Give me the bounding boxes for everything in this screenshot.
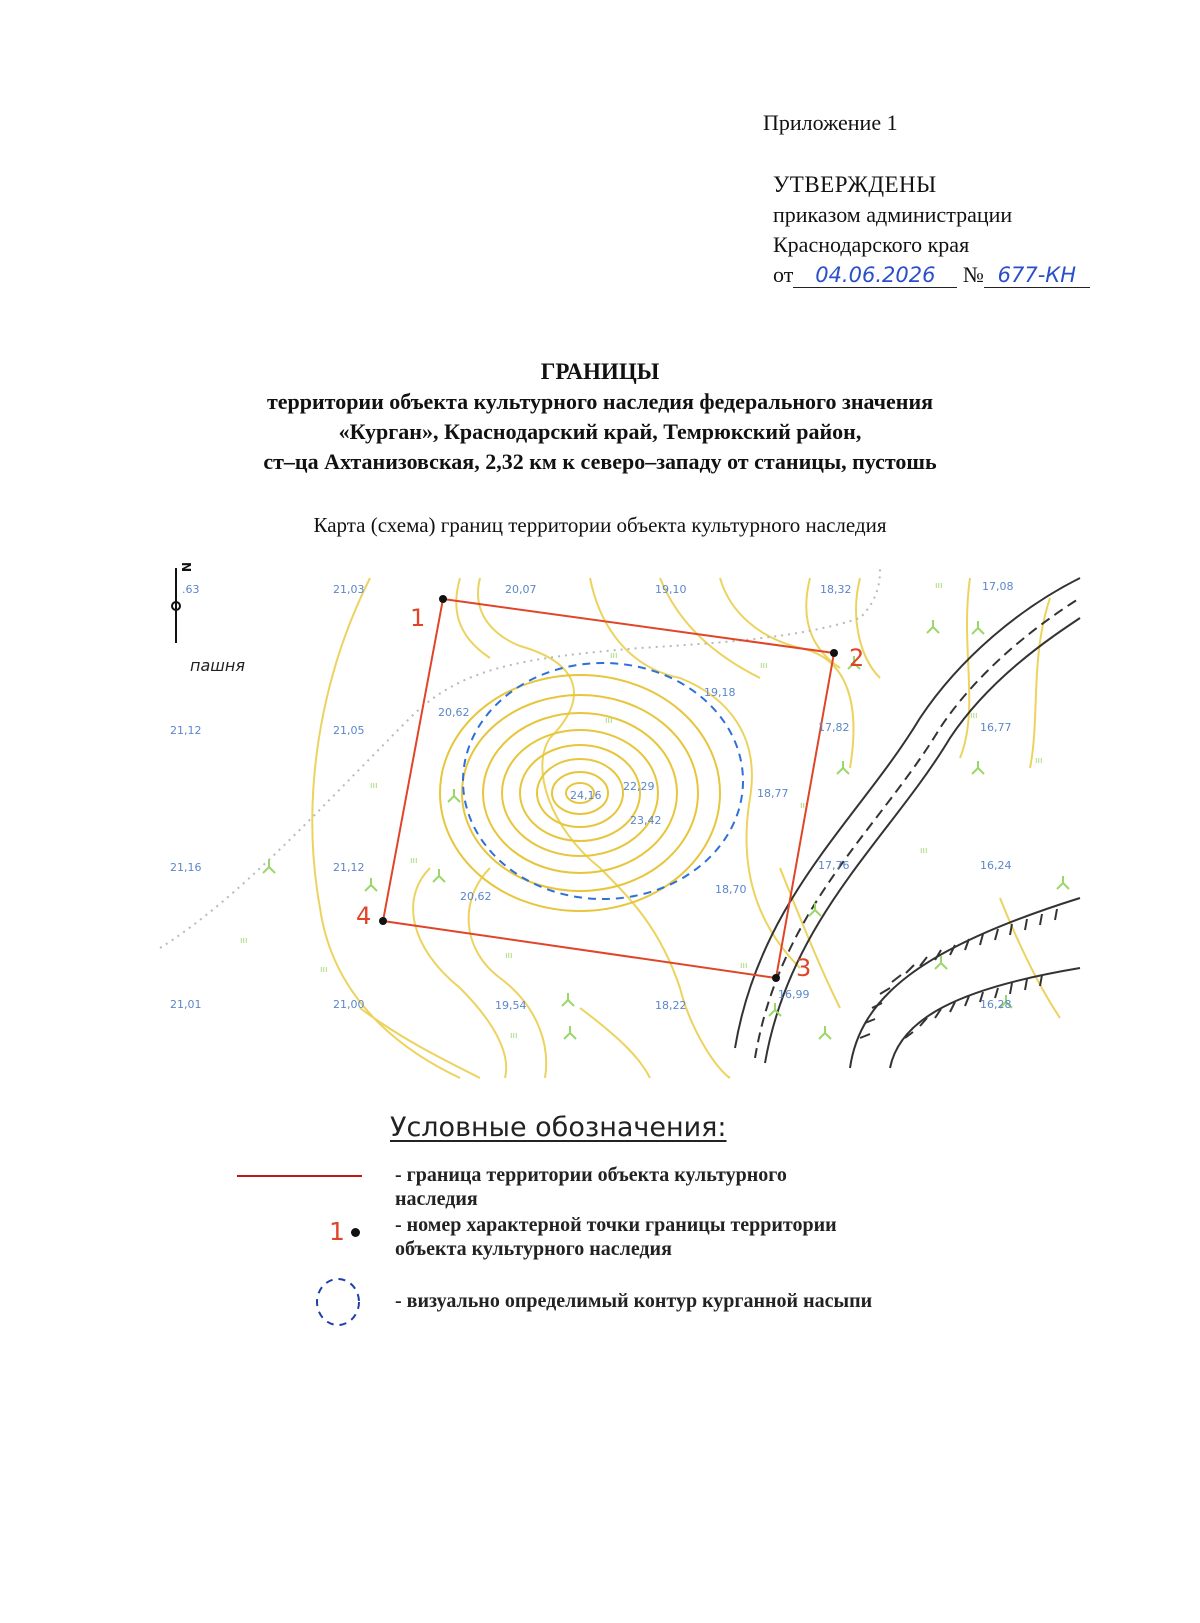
approval-line-2: приказом администрации: [773, 202, 1013, 227]
elevation-mark: 18,77: [757, 787, 789, 800]
title-line-3: ст–ца Ахтанизовская, 2,32 км к северо–западу от станицы, пустошь: [263, 449, 937, 474]
legend-point-number: 1: [329, 1217, 345, 1246]
svg-text:ııı: ııı: [510, 1031, 518, 1041]
slope-edge: [850, 898, 1080, 1068]
approved-label: УТВЕРЖДЕНЫ: [773, 172, 937, 197]
elevation-mark: 19,10: [655, 583, 687, 596]
boundary-point-4: [379, 917, 387, 925]
elevation-mark: 18,22: [655, 999, 687, 1012]
elevation-mark: 18,32: [820, 583, 852, 596]
title-line-1: территории объекта культурного наследия федерального значения: [266, 389, 934, 414]
elevation-mark: 17,76: [818, 859, 850, 872]
elevation-mark: 17,82: [818, 721, 850, 734]
svg-text:ııı: ııı: [760, 661, 768, 671]
handwritten-date: 04.06.2026: [793, 263, 957, 288]
title-heading: ГРАНИЦЫ: [540, 359, 660, 384]
appendix-label: Приложение 1: [763, 110, 898, 135]
svg-text:ııı: ııı: [740, 961, 748, 971]
elevation-mark: 21,12: [170, 724, 202, 737]
elevation-mark: 16,77: [980, 721, 1012, 734]
svg-text:ııı: ııı: [800, 801, 808, 811]
field-border: [160, 568, 880, 948]
svg-text:ııı: ııı: [505, 951, 513, 961]
number-prefix: №: [962, 262, 984, 287]
elevation-marks: [170, 580, 1014, 1012]
elevation-mark: 16,99: [778, 988, 810, 1001]
legend-point-dot: [351, 1228, 360, 1237]
legend-title: Условные обозначения:: [390, 1112, 727, 1143]
svg-text:ııı: ııı: [1035, 756, 1043, 766]
boundary-point-1: [439, 595, 447, 603]
boundary-point-2: [830, 649, 838, 657]
point-label-3: 3: [796, 954, 812, 982]
point-label-1: 1: [410, 604, 426, 632]
approval-block: [773, 170, 1090, 290]
svg-text:ııı: ııı: [240, 936, 248, 946]
legend-boundary-line-1: - граница территории объекта культурного: [395, 1164, 787, 1186]
legend-point-text: [395, 1213, 837, 1261]
elevation-mark: 21,05: [333, 724, 365, 737]
north-arrow: [172, 562, 193, 643]
elevation-mark: 16,24: [980, 859, 1012, 872]
title-line-2: «Курган», Краснодарский край, Темрюкский район,: [338, 419, 862, 444]
handwritten-number: 677-КН: [984, 263, 1090, 288]
date-prefix: от: [773, 262, 794, 287]
elevation-mark: 19,18: [704, 686, 736, 699]
legend-mound-text: - визуально определимый контур курганной насыпи: [395, 1290, 873, 1312]
svg-text:ııı: ııı: [610, 651, 618, 661]
approval-line-3: Краснодарского края: [773, 232, 970, 257]
svg-text:ııı: ııı: [605, 716, 613, 726]
elevation-mark: 20,62: [460, 890, 492, 903]
map-caption: Карта (схема) границ территории объекта культурного наследия: [313, 513, 887, 537]
elevation-mark: 17,08: [982, 580, 1014, 593]
elevation-mark: 16,28: [980, 998, 1012, 1011]
elevation-mark: 21,00: [333, 998, 365, 1011]
boundary-map: [160, 562, 1080, 1088]
elevation-mark: 24,16: [570, 789, 602, 802]
svg-text:ııı: ııı: [320, 965, 328, 975]
boundary-point-3: [772, 974, 780, 982]
elevation-mark: 21,16: [170, 861, 202, 874]
legend-point-line-1: - номер характерной точки границы территории: [395, 1214, 837, 1236]
elevation-mark: 21,03: [333, 583, 365, 596]
svg-text:ııı: ııı: [370, 781, 378, 791]
approval-date-line: [773, 260, 1090, 290]
point-label-2: 2: [849, 644, 865, 672]
land-label: пашня: [190, 656, 245, 675]
elevation-mark: 19,54: [495, 999, 527, 1012]
svg-text:ııı: ııı: [410, 856, 418, 866]
elevation-mark: 21,12: [333, 861, 365, 874]
elevation-mark: 18,70: [715, 883, 747, 896]
elevation-mark: .63: [182, 583, 200, 596]
elevation-mark: 20,07: [505, 583, 537, 596]
svg-text:ııı: ııı: [935, 581, 943, 591]
document-title: [0, 357, 1200, 477]
legend-mound-symbol: [313, 1275, 363, 1329]
point-label-4: 4: [356, 902, 372, 930]
elevation-mark: 20,62: [438, 706, 470, 719]
north-label: N: [179, 562, 193, 573]
elevation-mark: 22,29: [623, 780, 655, 793]
legend-boundary-text: [395, 1163, 787, 1211]
legend-boundary-line: [237, 1175, 362, 1177]
svg-text:ııı: ııı: [920, 846, 928, 856]
legend-boundary-line-2: наследия: [395, 1188, 478, 1210]
svg-text:ııı: ııı: [970, 711, 978, 721]
legend-point-line-2: объекта культурного наследия: [395, 1238, 672, 1260]
elevation-mark: 23,42: [630, 814, 662, 827]
elevation-mark: 21,01: [170, 998, 202, 1011]
meadow-marks: [240, 581, 1043, 1041]
